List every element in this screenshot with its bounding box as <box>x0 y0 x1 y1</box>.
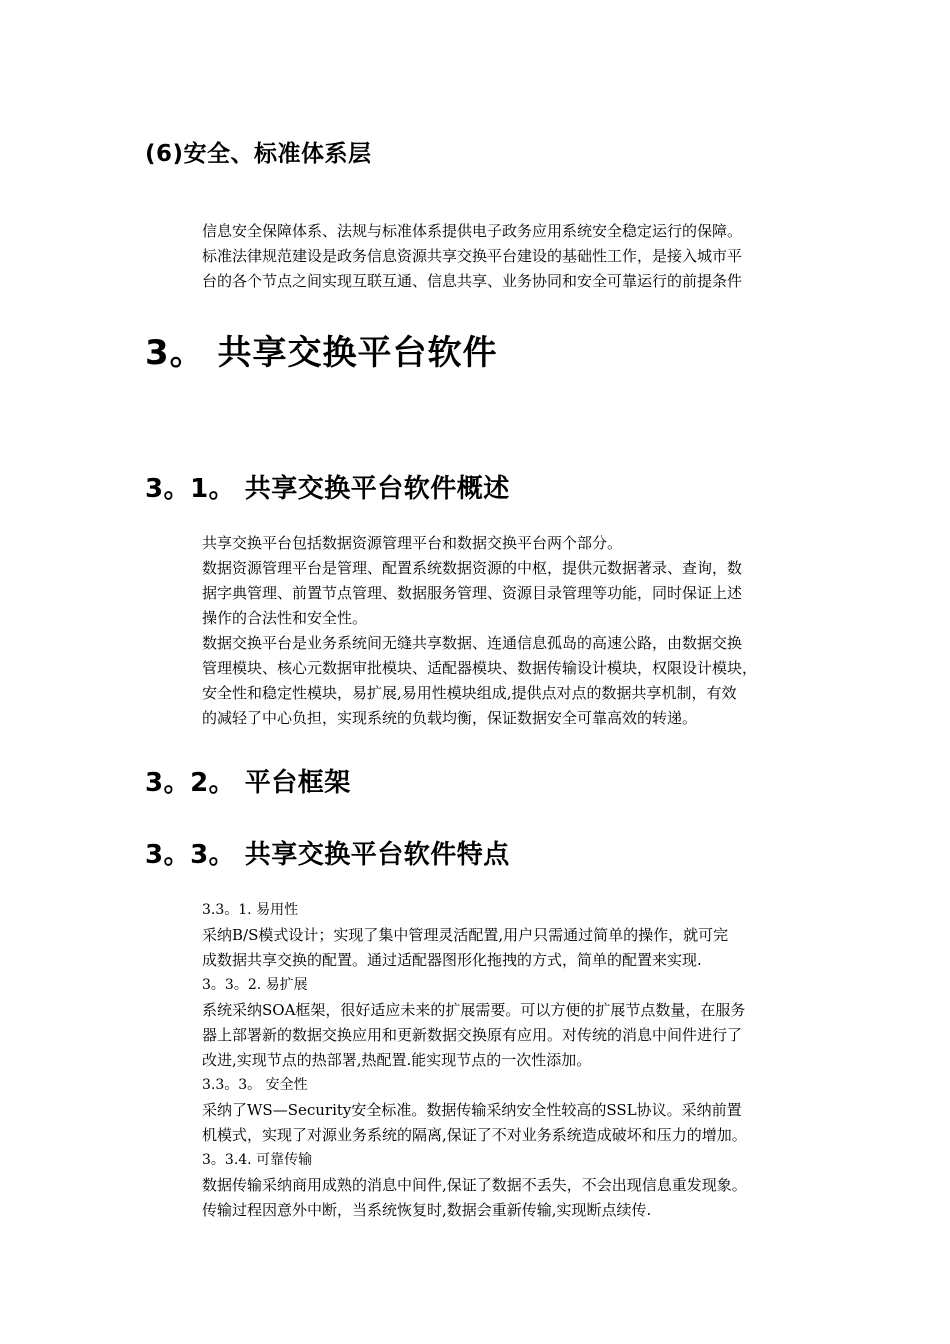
feature-title-extensibility: 3。3。2. 易扩展 <box>202 977 308 993</box>
feature-title-usability: 3.3。1. 易用性 <box>202 902 299 918</box>
paragraph-line: 成数据共享交换的配置。通过适配器图形化拖拽的方式，简单的配置来实现. <box>202 951 702 969</box>
paragraph-line: 数据交换平台是业务系统间无缝共享数据、连通信息孤岛的高速公路，由数据交换 <box>202 634 743 652</box>
paragraph-line: 数据资源管理平台是管理、配置系统数据资源的中枢，提供元数据著录、查询，数 <box>202 559 743 577</box>
section-heading-3-1: 3。1。 共享交换平台软件概述 <box>145 474 510 504</box>
paragraph-line: 信息安全保障体系、法规与标准体系提供电子政务应用系统安全稳定运行的保障。 <box>202 222 743 240</box>
paragraph-line: 管理模块、核心元数据审批模块、适配器模块、数据传输设计模块，权限设计模块， <box>202 659 758 677</box>
paragraph-line: 传输过程因意外中断，当系统恢复时,数据会重新传输,实现断点续传. <box>202 1201 652 1219</box>
paragraph-line: 系统采纳SOA框架，很好适应未来的扩展需要。可以方便的扩展节点数量，在服务 <box>202 1001 746 1019</box>
paragraph-line: 台的各个节点之间实现互联互通、信息共享、业务协同和安全可靠运行的前提条件 <box>202 272 743 290</box>
paragraph-line: 采纳B/S模式设计；实现了集中管理灵活配置,用户只需通过简单的操作，就可完 <box>202 926 729 944</box>
section-3-3-feature-list <box>202 898 817 1223</box>
paragraph-line: 器上部署新的数据交换应用和更新数据交换原有应用。对传统的消息中间件进行了 <box>202 1026 743 1044</box>
paragraph-line: 采纳了WS—Security安全标准。数据传输采纳安全性较高的SSL协议。采纳前置 <box>202 1101 742 1119</box>
paragraph-line: 的减轻了中心负担，实现系统的负载均衡，保证数据安全可靠高效的转递。 <box>202 709 698 727</box>
section-3-1-paragraph <box>202 531 817 731</box>
paragraph-line: 操作的合法性和安全性。 <box>202 609 368 627</box>
paragraph-line: 机模式，实现了对源业务系统的隔离,保证了不对业务系统造成破坏和压力的增加。 <box>202 1126 747 1144</box>
feature-title-security: 3.3。3。 安全性 <box>202 1077 308 1093</box>
section-6-paragraph <box>202 219 817 294</box>
feature-title-reliable-transfer: 3。3.4. 可靠传输 <box>202 1152 313 1168</box>
section-heading-6: (6)安全、标准体系层 <box>145 141 372 167</box>
paragraph-line: 改进,实现节点的热部署,热配置.能实现节点的一次性添加。 <box>202 1051 592 1069</box>
paragraph-line: 共享交换平台包括数据资源管理平台和数据交换平台两个部分。 <box>202 534 623 552</box>
paragraph-line: 安全性和稳定性模块，易扩展,易用性模块组成,提供点对点的数据共享机制，有效 <box>202 684 737 702</box>
section-heading-3-3: 3。3。 共享交换平台软件特点 <box>145 840 510 870</box>
chapter-heading-3: 3。 共享交换平台软件 <box>145 333 498 373</box>
section-heading-3-2: 3。2。 平台框架 <box>145 768 351 798</box>
paragraph-line: 标准法律规范建设是政务信息资源共享交换平台建设的基础性工作，是接入城市平 <box>202 247 743 265</box>
paragraph-line: 数据传输采纳商用成熟的消息中间件,保证了数据不丢失，不会出现信息重发现象。 <box>202 1176 747 1194</box>
paragraph-line: 据字典管理、前置节点管理、数据服务管理、资源目录管理等功能，同时保证上述 <box>202 584 743 602</box>
